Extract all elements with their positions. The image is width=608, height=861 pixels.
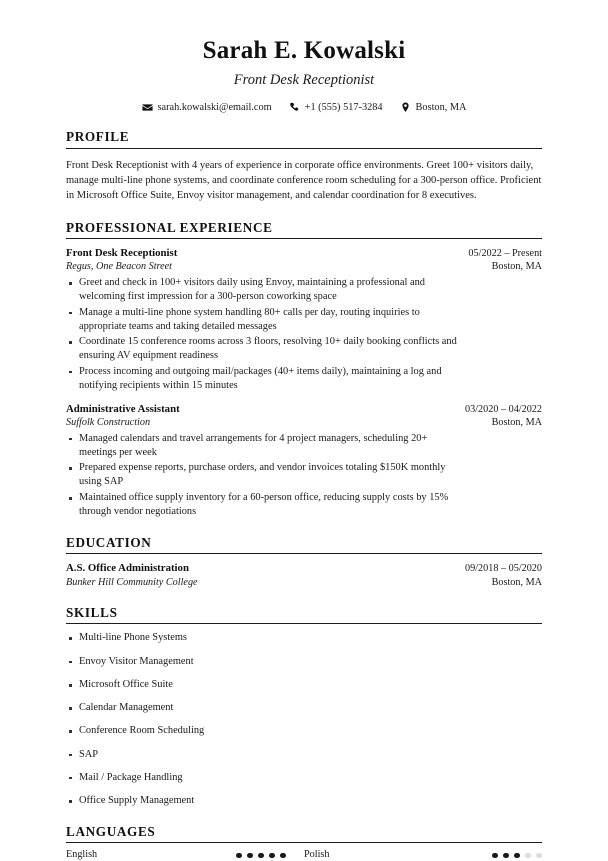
rating-dot-filled: [514, 853, 520, 859]
rating-dot-filled: [280, 853, 286, 859]
experience-organization: Suffolk Construction: [66, 417, 151, 429]
language-rating: [492, 853, 542, 859]
language-item: [66, 850, 304, 860]
section-title-skills: SKILLS: [66, 605, 118, 621]
list-item: Maintained office supply inventory for a 60-person office, reducing supply costs by 15% through vendor negotiations: [66, 491, 464, 519]
experience-bullet-list: [66, 276, 542, 393]
experience-entry: [66, 246, 542, 393]
section-divider: [66, 553, 542, 554]
contact-phone-text: +1 (555) 517-3284: [304, 102, 383, 114]
language-name: English: [66, 849, 98, 861]
profile-summary-text: Front Desk Receptionist with 4 years of experience in corporate office environments. Greet 100+ visitors daily, manage multi-line phone systems, and coordinate conference room scheduling for a 300-person office. Proficient in Microsoft Office Suite, Envoy visitor management, and calendar coordination for 8 executives.: [66, 160, 542, 201]
list-item: Managed calendars and travel arrangements for 4 project managers, scheduling 20+ meetings per week: [66, 432, 464, 460]
phone-icon: [289, 102, 300, 113]
language-name: Polish: [304, 849, 330, 861]
section-divider: [66, 623, 542, 624]
list-item: Microsoft Office Suite: [66, 678, 542, 692]
contact-phone[interactable]: [289, 102, 383, 113]
experience-location: Boston, MA: [491, 417, 542, 429]
list-item: Conference Room Scheduling: [66, 724, 542, 738]
experience-bullet-list: [66, 432, 542, 519]
education-location: Boston, MA: [491, 576, 542, 588]
experience-organization: Regus, One Beacon Street: [66, 261, 172, 273]
education-dates: 09/2018 – 05/2020: [465, 563, 542, 575]
section-divider: [66, 148, 542, 149]
section-title-languages: LANGUAGES: [66, 824, 156, 840]
contact-email[interactable]: [142, 102, 272, 113]
section-experience: [66, 220, 542, 519]
section-title-experience: PROFESSIONAL EXPERIENCE: [66, 219, 273, 235]
list-item: Office Supply Management: [66, 794, 542, 808]
education-entry-header: [66, 561, 542, 575]
education-entry: [66, 561, 542, 589]
section-profile: [66, 129, 542, 203]
list-item: Greet and check in 100+ visitors daily using Envoy, maintaining a professional and welcoming first impression for a 300-person coworking space: [66, 276, 464, 304]
envelope-icon: [142, 102, 153, 113]
rating-dot-empty: [525, 853, 531, 859]
section-skills: [66, 605, 542, 808]
list-item: Calendar Management: [66, 701, 542, 715]
experience-entry-header: [66, 402, 542, 416]
list-item: Coordinate 15 conference rooms across 3 floors, resolving 10+ daily booking conflicts and ensuring AV equipment readiness: [66, 335, 464, 363]
contact-email-text: sarah.kowalski@email.com: [157, 102, 272, 114]
contact-row: [66, 102, 542, 113]
list-item: Multi-line Phone Systems: [66, 631, 542, 645]
rating-dot-filled: [236, 853, 242, 859]
rating-dot-filled: [503, 853, 509, 859]
experience-dates: 05/2022 – Present: [468, 247, 542, 259]
experience-entry-subheader: [66, 260, 542, 274]
experience-dates: 03/2020 – 04/2022: [465, 403, 542, 415]
language-rating: [236, 853, 286, 859]
list-item: Manage a multi-line phone system handling 80+ calls per day, routing inquiries to appropriate teams and taking detailed messages: [66, 306, 464, 334]
education-entry-subheader: [66, 576, 542, 590]
location-pin-icon: [400, 102, 411, 113]
contact-location[interactable]: [400, 102, 467, 113]
section-title-profile: PROFILE: [66, 129, 130, 145]
education-school: Bunker Hill Community College: [66, 576, 198, 588]
experience-role: Administrative Assistant: [66, 402, 180, 415]
resume-header: [66, 36, 542, 113]
contact-location-text: Boston, MA: [415, 102, 467, 114]
experience-location: Boston, MA: [491, 261, 542, 273]
section-languages: [66, 824, 542, 860]
section-divider: [66, 842, 542, 843]
list-item: Envoy Visitor Management: [66, 655, 542, 669]
section-title-education: EDUCATION: [66, 535, 152, 551]
list-item: Process incoming and outgoing mail/packages (40+ items daily), maintaining a log and notifying recipients within 15 minutes: [66, 365, 464, 393]
education-degree: A.S. Office Administration: [66, 562, 189, 575]
rating-dot-filled: [269, 853, 275, 859]
skills-list: [66, 631, 542, 808]
section-education: [66, 535, 542, 589]
experience-entry: [66, 402, 542, 519]
language-item: [304, 850, 542, 860]
experience-entry-header: [66, 246, 542, 260]
rating-dot-empty: [536, 853, 542, 859]
candidate-name: Sarah E. Kowalski: [202, 37, 406, 64]
rating-dot-filled: [247, 853, 253, 859]
section-divider: [66, 238, 542, 239]
languages-grid: [66, 850, 542, 860]
list-item: SAP: [66, 748, 542, 762]
candidate-job-title: Front Desk Receptionist: [233, 71, 375, 88]
rating-dot-filled: [492, 853, 498, 859]
list-item: Prepared expense reports, purchase orders, and vendor invoices totaling $150K monthly using SAP: [66, 461, 464, 489]
list-item: Mail / Package Handling: [66, 771, 542, 785]
experience-role: Front Desk Receptionist: [66, 246, 178, 259]
rating-dot-filled: [258, 853, 264, 859]
experience-entry-subheader: [66, 416, 542, 430]
